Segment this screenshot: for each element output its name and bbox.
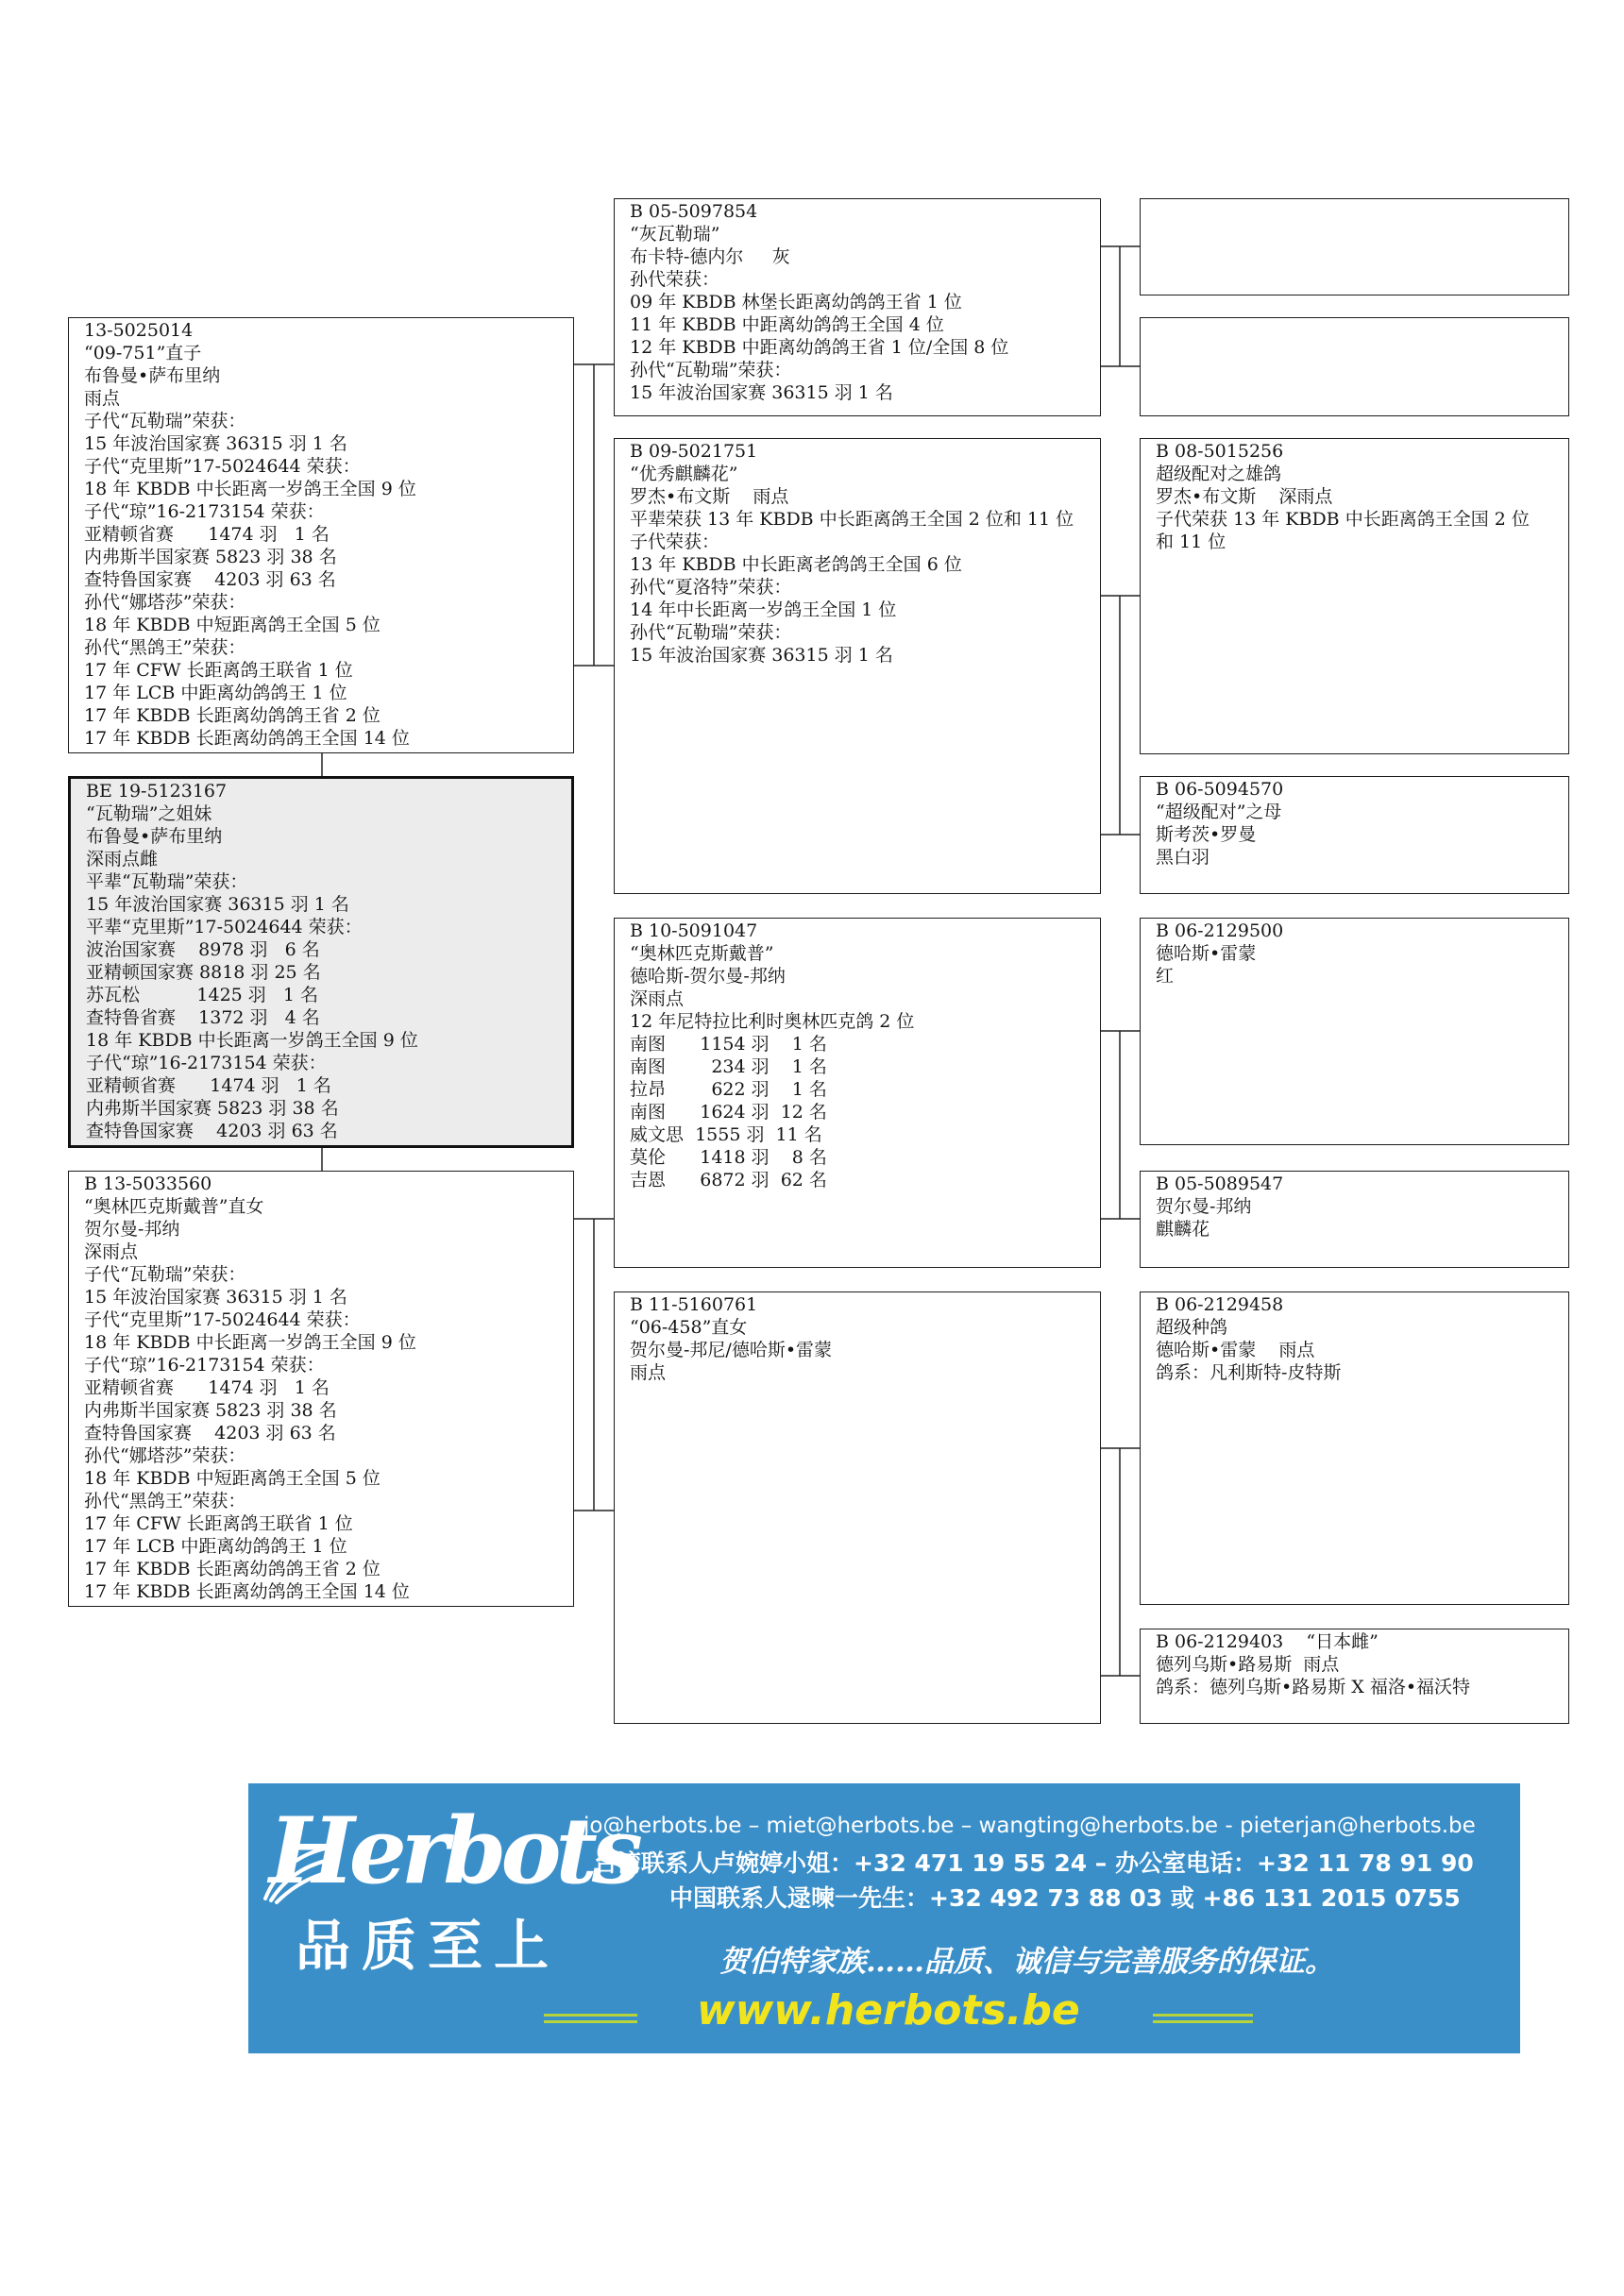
pedigree-line: 贺尔曼-邦尼/德哈斯•雷蒙: [630, 1340, 833, 1360]
pedigree-line: 子代“琼”16-2173154 荣获：: [84, 1355, 325, 1376]
ring-number: 13-5025014: [84, 320, 194, 341]
pedigree-line: 内弗斯半国家赛 5823 羽 38 名: [84, 547, 337, 567]
pedigree-line: 子代荣获：: [630, 532, 720, 552]
pedigree-line: 平辈荣获 13 年 KBDB 中长距离鸽王全国 2 位和 11 位: [630, 509, 1074, 530]
herbots-banner: [248, 1783, 1520, 2053]
pedigree-line: 15 年波治国家赛 36315 羽 1 名: [630, 382, 893, 403]
dam-box: [68, 1171, 574, 1607]
pedigree-line: “06-458”直女: [630, 1317, 748, 1338]
pedigree-line: 18 年 KBDB 中长距离一岁鸽王全国 9 位: [84, 479, 416, 499]
pedigree-line: 孙代“夏洛特”荣获：: [630, 577, 792, 598]
pedigree-line: 18 年 KBDB 中长距离一岁鸽王全国 9 位: [84, 1332, 416, 1353]
pedigree-line: 14 年中长距离一岁鸽王全国 1 位: [630, 599, 897, 620]
pedigree-line: 17 年 KBDB 长距离幼鸽鸽王全国 14 位: [84, 1581, 410, 1602]
pedigree-line: 贺尔曼-邦纳: [1156, 1196, 1252, 1217]
pedigree-line: 子代荣获 13 年 KBDB 中长距离鸽王全国 2 位: [1156, 509, 1530, 530]
pedigree-line: 内弗斯半国家赛 5823 羽 38 名: [86, 1098, 339, 1119]
pedigree-line: 深雨点: [84, 1241, 139, 1262]
pedigree-line: 查特鲁国家赛 4203 羽 63 名: [86, 1121, 338, 1141]
pedigree-line: 17 年 LCB 中距离幼鸽鸽王 1 位: [84, 1536, 347, 1557]
slogan: 贺伯特家族……品质、诚信与完善服务的保证。: [719, 1945, 1334, 1979]
pedigree-line: 查特鲁国家赛 4203 羽 63 名: [84, 1423, 336, 1443]
pedigree-line: 麒麟花: [1156, 1219, 1210, 1240]
pedigree-line: 鸽系：德列乌斯•路易斯 X 福洛•福沃特: [1156, 1677, 1471, 1697]
accent-line-right: [1153, 2014, 1253, 2023]
pedigree-line: 布鲁曼•萨布里纳: [84, 365, 221, 386]
pedigree-line: 孙代“瓦勒瑞”荣获：: [630, 360, 792, 380]
pedigree-line: 苏瓦松 1425 羽 1 名: [86, 985, 319, 1005]
pedigree-line: 12 年尼特拉比利时奥林匹克鸽 2 位: [630, 1011, 915, 1032]
contact-china: 中国联系人逯暕一先生：+32 492 73 88 03 或 +86 131 2015 0755: [669, 1884, 1461, 1912]
pedigree-line: 亚精顿省赛 1474 羽 1 名: [84, 1377, 330, 1398]
contact-taiwan: 台湾联系人卢婉婷小姐：+32 471 19 55 24 – 办公室电话：+32 11 78 91 90: [594, 1849, 1474, 1877]
pedigree-line: 孙代“黑鸽王”荣获：: [84, 637, 246, 658]
pedigree-line: 17 年 KBDB 长距离幼鸽鸽王全国 14 位: [84, 728, 410, 749]
pedigree-line: 17 年 LCB 中距离幼鸽鸽王 1 位: [84, 683, 347, 703]
pedigree-line: 查特鲁省赛 1372 羽 4 名: [86, 1007, 320, 1028]
ring-number: BE 19-5123167: [86, 781, 228, 802]
ring-number: B 06-2129500: [1156, 920, 1284, 941]
ring-number: B 13-5033560: [84, 1173, 212, 1194]
pedigree-line: 雨点: [630, 1362, 667, 1383]
pedigree-line: 12 年 KBDB 中距离幼鸽鸽王省 1 位/全国 8 位: [630, 337, 1009, 358]
pedigree-line: 18 年 KBDB 中短距离鸽王全国 5 位: [84, 615, 381, 635]
pedigree-line: 黑白羽: [1156, 847, 1210, 868]
pedigree-line: 18 年 KBDB 中长距离一岁鸽王全国 9 位: [86, 1030, 418, 1051]
pedigree-line: 和 11 位: [1156, 532, 1226, 552]
ring-number: B 05-5097854: [630, 201, 758, 222]
pedigree-line: 斯考茨•罗曼: [1156, 824, 1257, 845]
pedigree-line: 超级种鸽: [1156, 1317, 1228, 1338]
pedigree-line: 11 年 KBDB 中距离幼鸽鸽王全国 4 位: [630, 314, 944, 335]
pedigree-line: “奥林匹克斯戴普”直女: [84, 1196, 264, 1217]
pedigree-line: 15 年波治国家赛 36315 羽 1 名: [84, 1287, 347, 1308]
pedigree-line: 13 年 KBDB 中长距离老鸽鸽王全国 6 位: [630, 554, 962, 575]
pedigree-line: 莫伦 1418 羽 8 名: [630, 1147, 827, 1168]
ring-number: B 06-2129458: [1156, 1294, 1284, 1315]
pedigree-line: 威文思 1555 羽 11 名: [630, 1124, 822, 1145]
pedigree-line: 17 年 KBDB 长距离幼鸽鸽王省 2 位: [84, 1559, 381, 1579]
pedigree-line: 子代“瓦勒瑞”荣获：: [84, 411, 246, 431]
pedigree-line: 17 年 CFW 长距离鸽王联省 1 位: [84, 660, 353, 681]
ring-number: B 09-5021751: [630, 441, 758, 462]
pedigree-line: 18 年 KBDB 中短距离鸽王全国 5 位: [84, 1468, 381, 1489]
sire-dam-dam-box: [1140, 776, 1569, 894]
pedigree-line: 子代“克里斯”17-5024644 荣获：: [84, 1309, 361, 1330]
subject-box: [68, 776, 574, 1148]
pedigree-line: 南图 1154 羽 1 名: [630, 1034, 827, 1055]
pedigree-line: 鸽系：凡利斯特-皮特斯: [1156, 1362, 1342, 1383]
pedigree-line: 孙代“黑鸽王”荣获：: [84, 1491, 246, 1511]
pedigree-line: 波治国家赛 8978 羽 6 名: [86, 939, 320, 960]
pedigree-line: 17 年 KBDB 长距离幼鸽鸽王省 2 位: [84, 705, 381, 726]
pedigree-line: 德哈斯-贺尔曼-邦纳: [630, 966, 786, 987]
pedigree-line: 子代“克里斯”17-5024644 荣获：: [84, 456, 361, 477]
sire-box: [68, 317, 574, 753]
pedigree-line: 布卡特-德内尔 灰: [630, 246, 790, 267]
dam-sire-dam-box: [1140, 1171, 1569, 1268]
pedigree-line: 罗杰•布文斯 深雨点: [1156, 486, 1333, 507]
sire-sire-box: [614, 198, 1101, 416]
ring-number: B 10-5091047: [630, 920, 758, 941]
ring-number: B 05-5089547: [1156, 1173, 1284, 1194]
pedigree-line: “瓦勒瑞”之姐妹: [86, 803, 212, 824]
pedigree-line: 德哈斯•雷蒙: [1156, 943, 1257, 964]
pedigree-line: 贺尔曼-邦纳: [84, 1219, 180, 1240]
pedigree-line: 内弗斯半国家赛 5823 羽 38 名: [84, 1400, 337, 1421]
pedigree-line: 子代“琼”16-2173154 荣获：: [86, 1053, 327, 1073]
pedigree-line: 德列乌斯•路易斯 雨点: [1156, 1654, 1340, 1675]
pedigree-line: 平辈“瓦勒瑞”荣获：: [86, 871, 248, 892]
pedigree-line: 孙代“瓦勒瑞”荣获：: [630, 622, 792, 643]
dam-sire-sire-box: [1140, 918, 1569, 1145]
pedigree-line: 15 年波治国家赛 36315 羽 1 名: [84, 433, 347, 454]
pedigree-line: 15 年波治国家赛 36315 羽 1 名: [86, 894, 349, 915]
dam-dam-dam-box: [1140, 1629, 1569, 1724]
pedigree-line: 超级配对之雄鸽: [1156, 464, 1282, 484]
contact-emails[interactable]: jo@herbots.be – miet@herbots.be – wangting@herbots.be - pieterjan@herbots.be: [584, 1814, 1476, 1838]
pedigree-line: 吉恩 6872 羽 62 名: [630, 1170, 827, 1190]
dam-dam-sire-box: [1140, 1292, 1569, 1605]
pedigree-line: 孙代“娜塔莎”荣获：: [84, 1445, 246, 1466]
pedigree-line: 南图 1624 羽 12 名: [630, 1102, 827, 1123]
pedigree-line: 亚精顿国家赛 8818 羽 25 名: [86, 962, 321, 983]
website-link[interactable]: www.herbots.be: [697, 1986, 1080, 2034]
pedigree-line: 平辈“克里斯”17-5024644 荣获：: [86, 917, 363, 937]
ring-number: B 08-5015256: [1156, 441, 1284, 462]
accent-line-left: [544, 2014, 637, 2023]
pedigree-line: 深雨点: [630, 988, 685, 1009]
pedigree-line: “奥林匹克斯戴普”: [630, 943, 774, 964]
pedigree-line: “优秀麒麟花”: [630, 464, 738, 484]
pedigree-line: “09-751”直子: [84, 343, 202, 363]
pedigree-line: 09 年 KBDB 林堡长距离幼鸽鸽王省 1 位: [630, 292, 962, 312]
pedigree-line: 拉昂 622 羽 1 名: [630, 1079, 827, 1100]
dam-sire-box: [614, 918, 1101, 1268]
pedigree-line: “超级配对”之母: [1156, 802, 1282, 822]
pedigree-line: 孙代荣获：: [630, 269, 720, 290]
pedigree-line: 布鲁曼•萨布里纳: [86, 826, 223, 847]
pedigree-line: 雨点: [84, 388, 121, 409]
pedigree-line: 子代“琼”16-2173154 荣获：: [84, 501, 325, 522]
sire-dam-sire-box: [1140, 438, 1569, 754]
pedigree-line: 孙代“娜塔莎”荣获：: [84, 592, 246, 613]
pedigree-line: 罗杰•布文斯 雨点: [630, 486, 789, 507]
pedigree-line: 亚精顿省赛 1474 羽 1 名: [84, 524, 330, 545]
sire-sire-sire-box-empty: [1140, 198, 1569, 295]
pedigree-line: “灰瓦勒瑞”: [630, 224, 720, 245]
herbots-logo: Herbots: [269, 1798, 637, 1904]
pedigree-line: 红: [1156, 966, 1175, 987]
pedigree-line: 亚精顿省赛 1474 羽 1 名: [86, 1075, 331, 1096]
dam-dam-box: [614, 1292, 1101, 1724]
pedigree-line: 德哈斯•雷蒙 雨点: [1156, 1340, 1315, 1360]
pedigree-line: 15 年波治国家赛 36315 羽 1 名: [630, 645, 893, 666]
pedigree-line: 查特鲁国家赛 4203 羽 63 名: [84, 569, 336, 590]
pedigree-line: 子代“瓦勒瑞”荣获：: [84, 1264, 246, 1285]
ring-number: B 11-5160761: [630, 1294, 758, 1315]
ring-number: B 06-5094570: [1156, 779, 1284, 800]
sire-dam-box: [614, 438, 1101, 894]
ring-number: B 06-2129403 “日本雌”: [1156, 1631, 1379, 1652]
sire-sire-dam-box-empty: [1140, 317, 1569, 416]
pedigree-line: 深雨点雌: [86, 849, 159, 869]
pedigree-line: 17 年 CFW 长距离鸽王联省 1 位: [84, 1513, 353, 1534]
pedigree-line: 南图 234 羽 1 名: [630, 1056, 827, 1077]
tagline: 品质至上: [296, 1914, 561, 1978]
